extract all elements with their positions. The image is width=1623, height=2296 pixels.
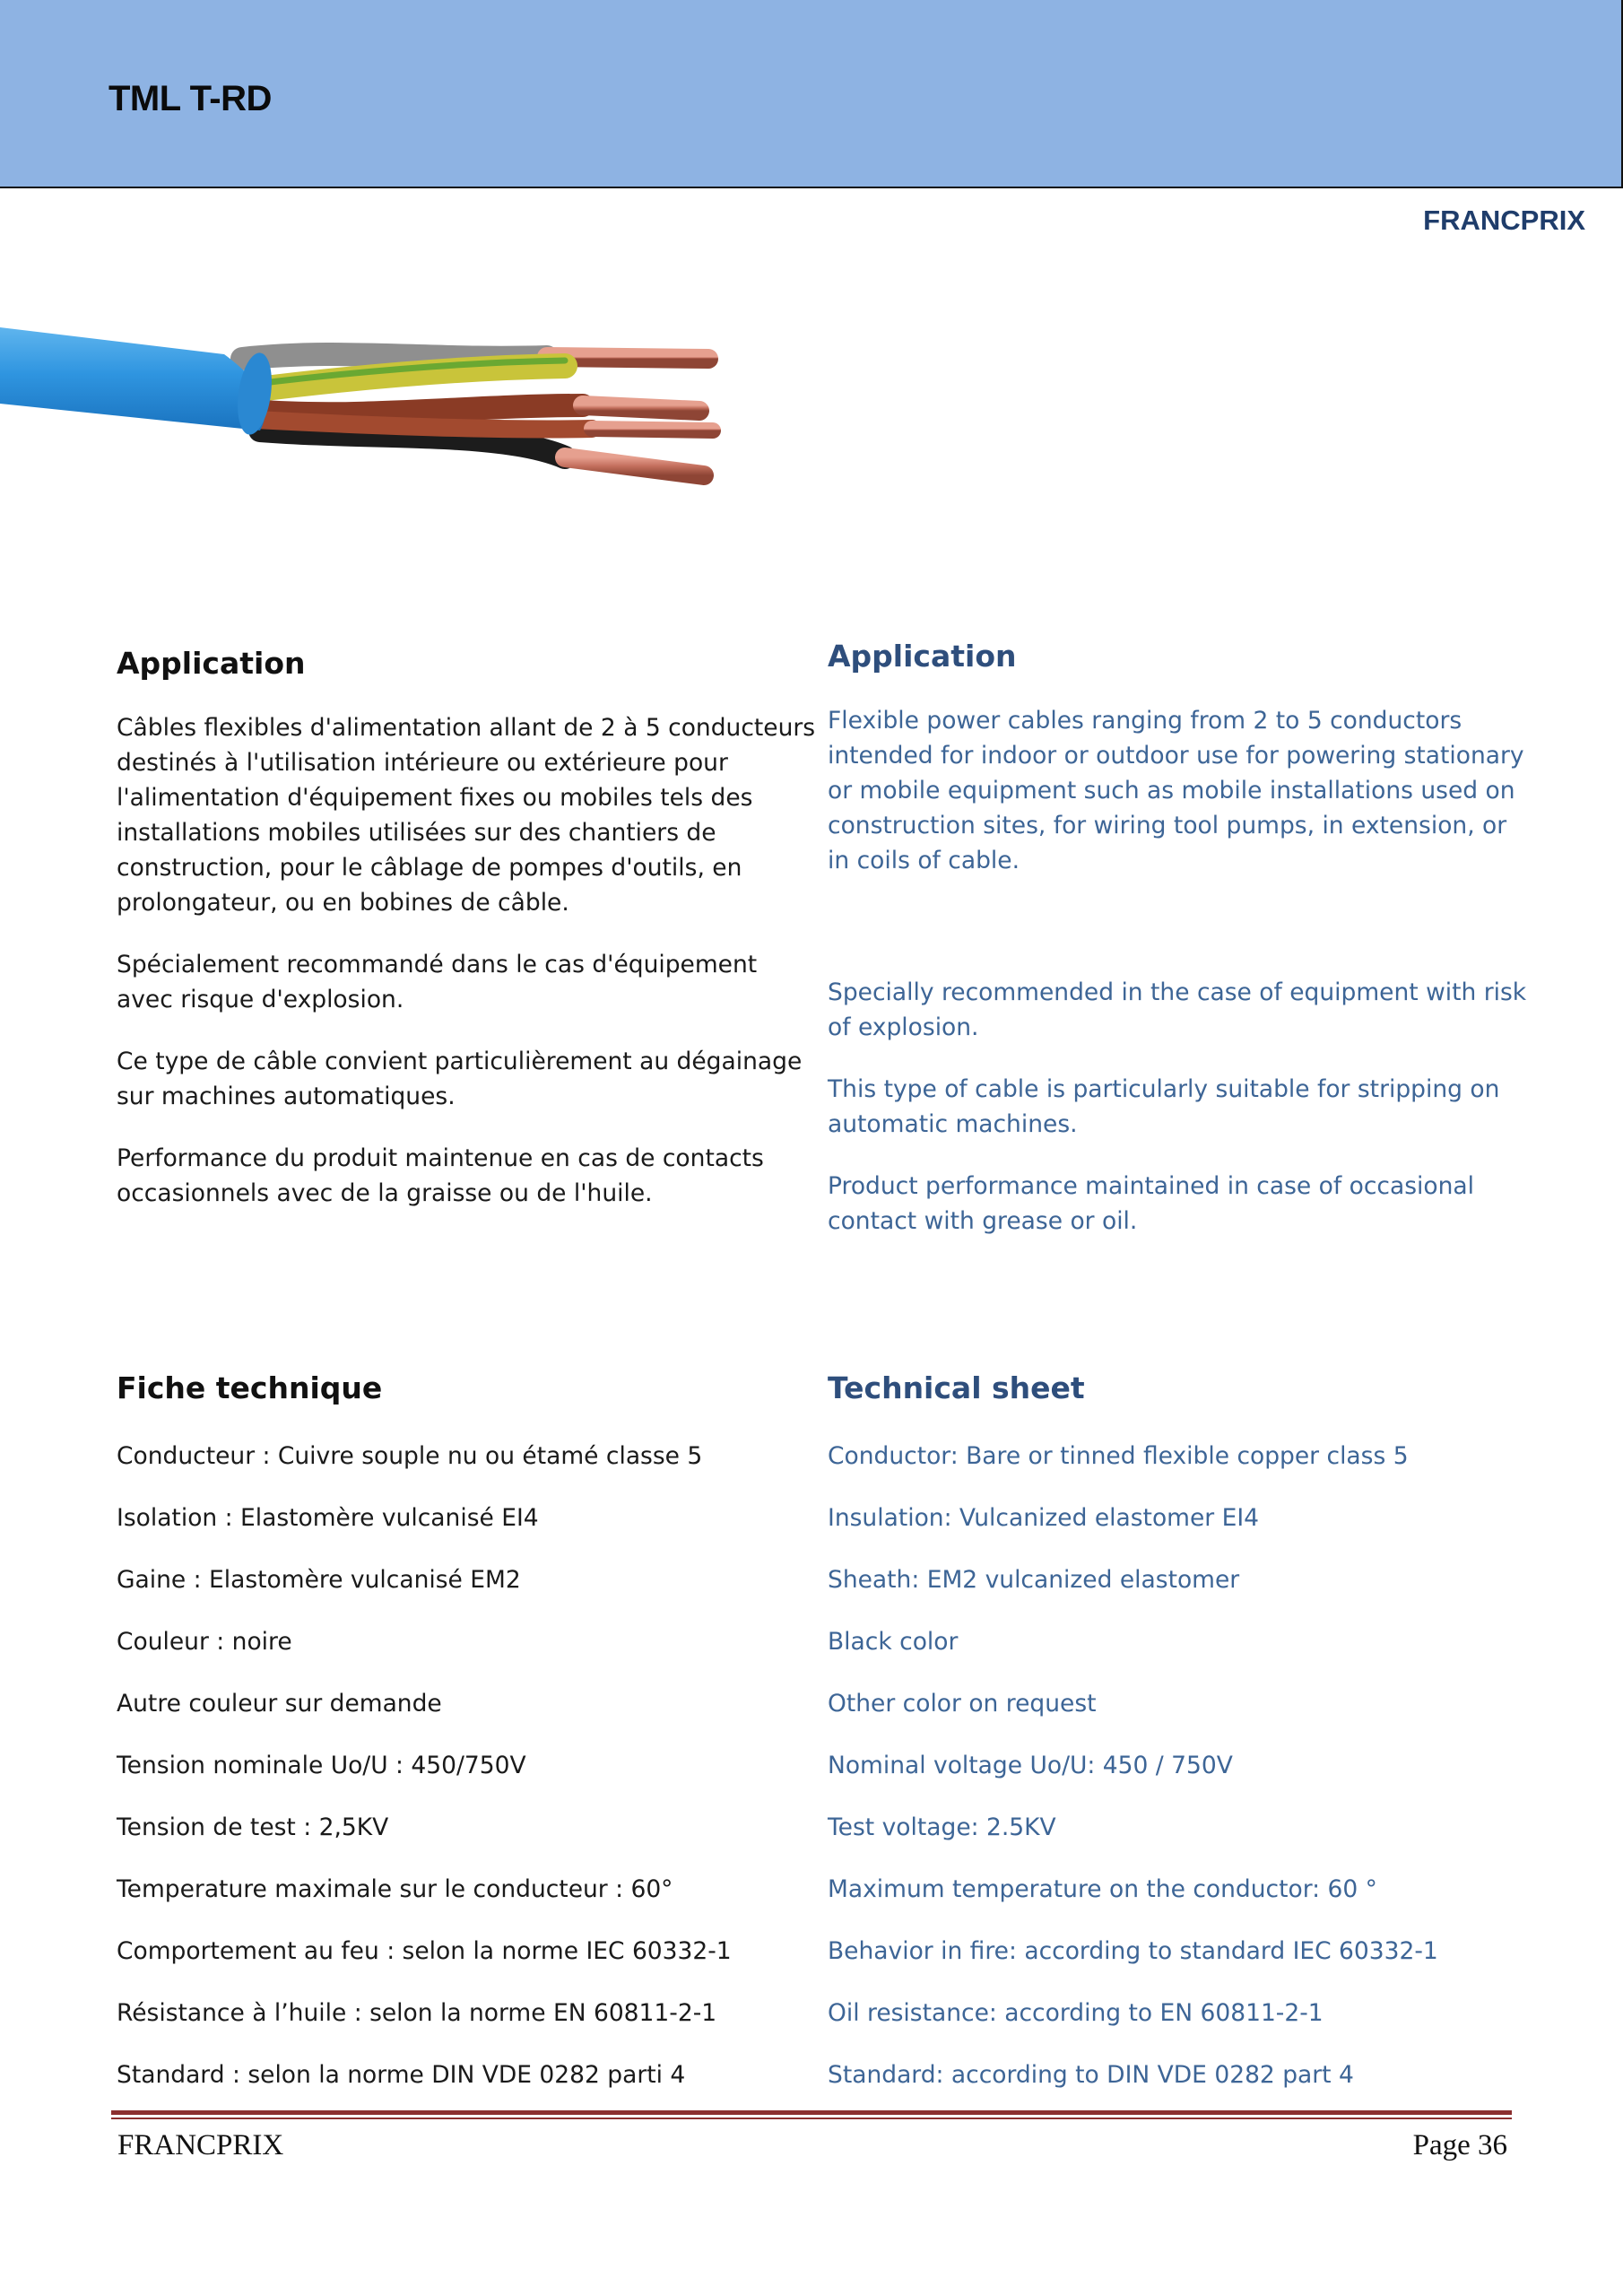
spec-item-en: Conductor: Bare or tinned flexible copper class 5 (828, 1442, 1409, 1470)
application-en-section (828, 639, 1527, 1239)
spec-item-fr: Résistance à l’huile : selon la norme EN 60811-2-1 (117, 1999, 717, 2027)
application-en-paragraph: Flexible power cables ranging from 2 to 5 conductors intended for indoor or outdoor use for powering stationary or mobile equipment such as mobile installations used on construction sites, for wiring tool pumps, in extension, or in coils of cable. (828, 707, 1524, 874)
conductor-brown (251, 405, 699, 413)
tech-fr-section (117, 1370, 816, 1406)
spec-item-fr: Conducteur : Cuivre souple nu ou étamé classe 5 (117, 1442, 703, 1470)
spec-item-fr: Autre couleur sur demande (117, 1690, 442, 1718)
application-en-paragraph: Specially recommended in the case of equipment with risk of explosion. (828, 978, 1527, 1041)
tech-en-section (828, 1370, 1527, 1406)
application-fr-paragraph: Performance du produit maintenue en cas de contacts occasionnels avec de la graisse ou de l'huile. (117, 1144, 764, 1207)
cable-photo (0, 305, 735, 511)
spec-item-en: Other color on request (828, 1690, 1097, 1718)
spec-item-en: Sheath: EM2 vulcanized elastomer (828, 1566, 1240, 1594)
spec-item-fr: Standard : selon la norme DIN VDE 0282 parti 4 (117, 2061, 686, 2089)
application-fr-section (117, 646, 816, 1211)
spec-item-en: Nominal voltage Uo/U: 450 / 750V (828, 1752, 1233, 1779)
spec-item-en: Maximum temperature on the conductor: 60 ° (828, 1875, 1377, 1903)
spec-item-fr: Temperature maximale sur le conducteur : 60° (117, 1875, 673, 1903)
spec-item-fr: Tension nominale Uo/U : 450/750V (117, 1752, 526, 1779)
spec-item-fr: Isolation : Elastomère vulcanisé EI4 (117, 1504, 539, 1532)
spec-item-en: Behavior in fire: according to standard IEC 60332-1 (828, 1937, 1438, 1965)
spec-item-en: Standard: according to DIN VDE 0282 part 4 (828, 2061, 1354, 2089)
application-fr-heading: Application (117, 646, 306, 681)
spec-item-en: Black color (828, 1628, 959, 1656)
application-en-paragraph: This type of cable is particularly suitable for stripping on automatic machines. (828, 1075, 1500, 1138)
spec-item-fr: Gaine : Elastomère vulcanisé EM2 (117, 1566, 521, 1594)
application-fr-paragraph: Câbles flexibles d'alimentation allant de 2 à 5 conducteurs destinés à l'utilisation intérieure ou extérieure pour l'alimentation d'équipement fixes ou mobiles tels des installations mobiles utilisées sur des chantiers de construction, pour le câblage de pompes d'outils, en prolongateur, ou en bobines de câble. (117, 714, 816, 917)
spec-item-en: Insulation: Vulcanized elastomer EI4 (828, 1504, 1260, 1532)
footer-brand: FRANCPRIX (117, 2129, 284, 2161)
application-en-heading: Application (828, 639, 1017, 674)
brand-name: FRANCPRIX (1423, 204, 1585, 236)
spec-item-fr: Comportement au feu : selon la norme IEC 60332-1 (117, 1937, 732, 1965)
spec-item-fr: Tension de test : 2,5KV (117, 1813, 389, 1841)
page-number: Page 36 (1412, 2129, 1507, 2161)
application-en-paragraph: Product performance maintained in case of occasional contact with grease or oil. (828, 1172, 1474, 1235)
cable-sheath (0, 327, 265, 430)
tech-fr-heading: Fiche technique (117, 1370, 383, 1405)
application-fr-paragraph: Spécialement recommandé dans le cas d'équipement avec risque d'explosion. (117, 951, 758, 1013)
conductor-brown-2 (256, 420, 713, 430)
product-title: TML T-RD (108, 79, 272, 118)
footer-divider-thin (111, 2118, 1512, 2119)
spec-item-en: Test voltage: 2.5KV (828, 1813, 1056, 1841)
application-fr-paragraph: Ce type de câble convient particulièrement au dégainage sur machines automatiques. (117, 1048, 803, 1110)
spec-item-fr: Couleur : noire (117, 1628, 292, 1656)
spec-item-en: Oil resistance: according to EN 60811-2-1 (828, 1999, 1324, 2027)
footer-divider (111, 2110, 1512, 2115)
tech-en-heading: Technical sheet (828, 1370, 1085, 1405)
